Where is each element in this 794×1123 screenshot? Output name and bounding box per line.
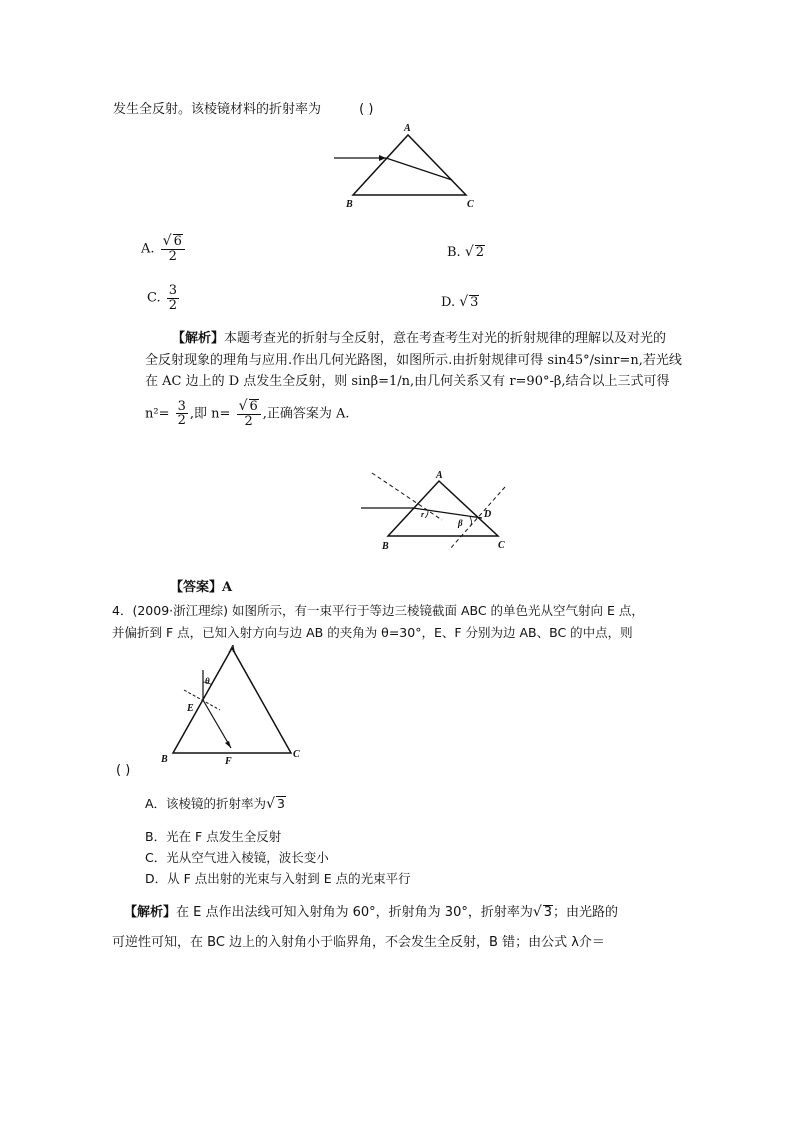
answer-value: A <box>222 580 233 595</box>
fig3-label-theta: θ <box>205 676 210 686</box>
analysis-n2: n²= <box>145 406 170 422</box>
q4-analysis-line1: 【解析】在 E 点作出法线可知入射角为 60°，折射角为 30°，折射率为√ 3；由光路的 <box>124 904 619 920</box>
fig3-label-E: E <box>187 703 194 714</box>
q4-option-b: B．光在 F 点发生全反射 <box>145 829 282 844</box>
option-a-radicand: 6 <box>173 234 182 249</box>
analysis-frac1-den: 2 <box>177 413 186 429</box>
option-b-label: B. <box>447 245 461 260</box>
q3-option-d: D. √ 3 <box>441 294 479 310</box>
fig2-label-r: r <box>421 510 425 519</box>
fig2-label-beta: β <box>458 518 463 528</box>
q4-analysis-radicand: 3 <box>543 905 553 920</box>
option-c-denominator: 2 <box>168 297 178 313</box>
analysis-tag: 【解析】 <box>172 331 225 346</box>
fig3-label-B: B <box>161 754 168 765</box>
q4-figure-prism <box>158 640 308 768</box>
option-b-radicand: 2 <box>475 245 485 260</box>
q3-stem-text: 发生全反射。该棱镜材料的折射率为 <box>113 102 322 117</box>
fig1-label-C: C <box>467 199 474 210</box>
prism-triangle-3 <box>173 648 291 753</box>
q4-analysis-line2: 可逆性可知，在 BC 边上的入射角小于临界角，不会发生全反射，B 错；由公式 λ介＝ <box>112 935 605 950</box>
analysis-text-1: 本题考查光的折射与全反射，意在考查考生对光的折射规律的理解以及对光的 <box>224 331 667 346</box>
analysis-conclusion: ,正确答案为 A. <box>262 406 350 422</box>
angle-beta-arc <box>470 517 471 525</box>
fig3-label-F: F <box>225 756 232 767</box>
q4-stem-line2: 并偏折到 F 点，已知入射方向与边 AB 的夹角为 θ=30°，E、F 分别为边 AB、BC 的中点，则 <box>112 625 633 640</box>
option-a-label: A. <box>141 241 155 257</box>
angle-r-arc <box>425 510 428 518</box>
q3-stem <box>113 98 373 117</box>
analysis-frac1-num: 3 <box>177 398 186 414</box>
fig2-label-D: D <box>484 509 492 520</box>
refracted-arrowhead <box>225 741 231 748</box>
q3-figure-lightpath <box>357 466 517 556</box>
fig3-label-C: C <box>293 749 300 760</box>
fig3-label-A: A <box>229 644 236 655</box>
option-d-label: D. <box>441 295 456 310</box>
analysis-frac2-den: 2 <box>244 414 253 430</box>
q4-option-a: A．该棱镜的折射率为√ 3 <box>145 796 285 812</box>
answer-tag: 【答案】 <box>170 580 223 595</box>
q4-option-d: D．从 F 点出射的光束与入射到 E 点的光束平行 <box>145 871 411 886</box>
q4-stem-line1: 4．(2009·浙江理综) 如图所示，有一束平行于等边三棱镜截面 ABC 的单色光从空气射向 E 点， <box>112 603 644 618</box>
q3-answer <box>170 576 232 595</box>
analysis-frac2-radicand: 6 <box>249 399 258 414</box>
option-a-denominator: 2 <box>168 249 177 265</box>
fig2-label-C: C <box>498 540 505 551</box>
q4-analysis-tag: 【解析】 <box>124 905 177 920</box>
q4-option-c: C．光从空气进入棱镜，波长变小 <box>145 850 329 865</box>
refracted-ray-3 <box>203 700 231 748</box>
q3-option-c <box>147 284 181 312</box>
analysis-mid: ,即 n= <box>189 406 231 422</box>
fig2-label-A: A <box>436 470 443 481</box>
q3-figure-prism <box>330 118 480 213</box>
fig2-label-B: B <box>382 541 389 552</box>
prism-triangle <box>353 135 466 195</box>
q4-option-a-text: A．该棱镜的折射率为 <box>145 796 267 811</box>
q4-analysis-text-1b: ；由光路的 <box>553 905 619 920</box>
fig1-label-B: B <box>346 199 353 210</box>
q4-analysis-text-1: 在 E 点作出法线可知入射角为 60°，折射角为 30°，折射率为 <box>176 905 533 920</box>
fig1-label-A: A <box>404 123 411 134</box>
q4-option-a-radicand: 3 <box>276 796 285 811</box>
q3-analysis-line3: 在 AC 边上的 D 点发生全反射，则 sinβ=1/n,由几何关系又有 r=90°-β,结合以上三式可得 <box>145 374 670 389</box>
q3-option-b: B. √ 2 <box>447 244 485 260</box>
q3-analysis-line2: 全反射现象的理角与应用.作出几何光路图，如图所示.由折射规律可得 sin45°/sinr=n,若光线 <box>145 353 682 368</box>
normal-line-1 <box>372 473 442 520</box>
q4-answer-paren: ( ) <box>116 763 131 778</box>
q3-analysis-line4: n²= $\frac{3}{2}$ ,即 n= $\frac{√ 6}{2}$ ,正确答案为 A. <box>145 398 350 430</box>
refracted-ray <box>386 158 452 180</box>
option-c-numerator: 3 <box>168 283 178 298</box>
option-d-radicand: 3 <box>470 295 479 310</box>
option-c-label: C. <box>147 290 161 306</box>
q3-analysis-line1 <box>172 327 666 346</box>
q3-answer-paren: ( ) <box>359 102 374 117</box>
q3-option-a: A. $\frac{√ 6}{2}$ <box>141 234 187 264</box>
